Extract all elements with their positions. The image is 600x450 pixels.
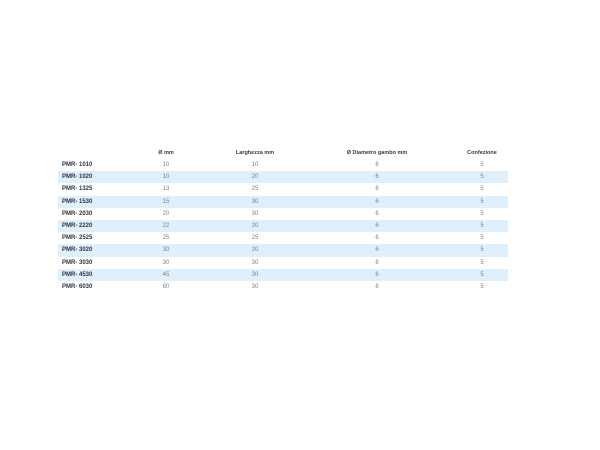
cell-diameter: 45 <box>120 269 212 281</box>
table-row <box>58 232 508 244</box>
header-row <box>58 140 508 159</box>
cell-diameter: 20 <box>162 210 170 217</box>
product-spec-table <box>58 140 508 293</box>
cell-package: 5 <box>480 210 484 217</box>
table-row <box>58 196 508 208</box>
cell-width: 10 <box>251 162 259 169</box>
cell-code: PMR- 3030 <box>62 259 93 266</box>
cell-code: PMR- 4530 <box>58 269 120 281</box>
table-row <box>58 244 508 256</box>
cell-width: 30 <box>251 210 259 217</box>
cell-diameter: 25 <box>162 235 170 242</box>
cell-package: 5 <box>456 244 508 256</box>
cell-width: 30 <box>212 269 298 281</box>
cell-package: 5 <box>456 269 508 281</box>
cell-code: PMR- 1020 <box>58 171 120 183</box>
cell-code: PMR- 1010 <box>62 162 93 169</box>
table-row <box>58 171 508 183</box>
cell-shank-diameter: 6 <box>298 220 456 232</box>
cell-width: 30 <box>251 283 259 290</box>
cell-diameter: 10 <box>162 162 170 169</box>
cell-code: PMR- 1530 <box>58 196 120 208</box>
cell-shank-diameter: 6 <box>375 259 379 266</box>
cell-package: 5 <box>480 259 484 266</box>
header-code <box>58 140 120 159</box>
table-row <box>58 281 508 293</box>
header-package: Confezione <box>467 150 497 156</box>
table-row <box>58 183 508 195</box>
cell-code: PMR- 1325 <box>62 186 93 193</box>
cell-width: 20 <box>212 171 298 183</box>
cell-width: 30 <box>212 196 298 208</box>
table-row <box>58 257 508 269</box>
table-row <box>58 220 508 232</box>
cell-shank-diameter: 6 <box>375 186 379 193</box>
header-shank-diameter: Ø Diametro gambo mm <box>346 150 408 156</box>
cell-width: 25 <box>251 235 259 242</box>
cell-shank-diameter: 6 <box>375 283 379 290</box>
cell-code: PMR- 3020 <box>58 244 120 256</box>
cell-package: 5 <box>456 220 508 232</box>
header-width: Larghezza mm <box>235 150 275 156</box>
cell-code: PMR- 2030 <box>62 210 93 217</box>
table-row <box>58 159 508 171</box>
cell-package: 5 <box>480 283 484 290</box>
cell-diameter: 10 <box>120 171 212 183</box>
table-body <box>58 159 508 293</box>
cell-diameter: 30 <box>120 244 212 256</box>
table-row <box>58 208 508 220</box>
cell-package: 5 <box>480 162 484 169</box>
cell-diameter: 13 <box>162 186 170 193</box>
cell-width: 20 <box>212 220 298 232</box>
cell-diameter: 22 <box>120 220 212 232</box>
cell-shank-diameter: 6 <box>298 269 456 281</box>
cell-code: PMR- 6030 <box>62 283 93 290</box>
cell-package: 5 <box>480 235 484 242</box>
cell-width: 25 <box>251 186 259 193</box>
cell-shank-diameter: 6 <box>375 235 379 242</box>
cell-width: 30 <box>251 259 259 266</box>
table-header <box>58 140 508 159</box>
cell-diameter: 30 <box>162 259 170 266</box>
cell-shank-diameter: 6 <box>298 244 456 256</box>
cell-shank-diameter: 6 <box>375 210 379 217</box>
cell-width: 20 <box>212 244 298 256</box>
header-diameter: Ø mm <box>158 150 174 156</box>
table-row <box>58 269 508 281</box>
cell-shank-diameter: 6 <box>298 171 456 183</box>
cell-shank-diameter: 6 <box>298 196 456 208</box>
cell-code: PMR- 2525 <box>62 235 93 242</box>
cell-package: 5 <box>456 171 508 183</box>
cell-shank-diameter: 6 <box>375 162 379 169</box>
cell-diameter: 15 <box>120 196 212 208</box>
cell-package: 5 <box>456 196 508 208</box>
cell-code: PMR- 2220 <box>58 220 120 232</box>
cell-diameter: 60 <box>162 283 170 290</box>
cell-package: 5 <box>480 186 484 193</box>
